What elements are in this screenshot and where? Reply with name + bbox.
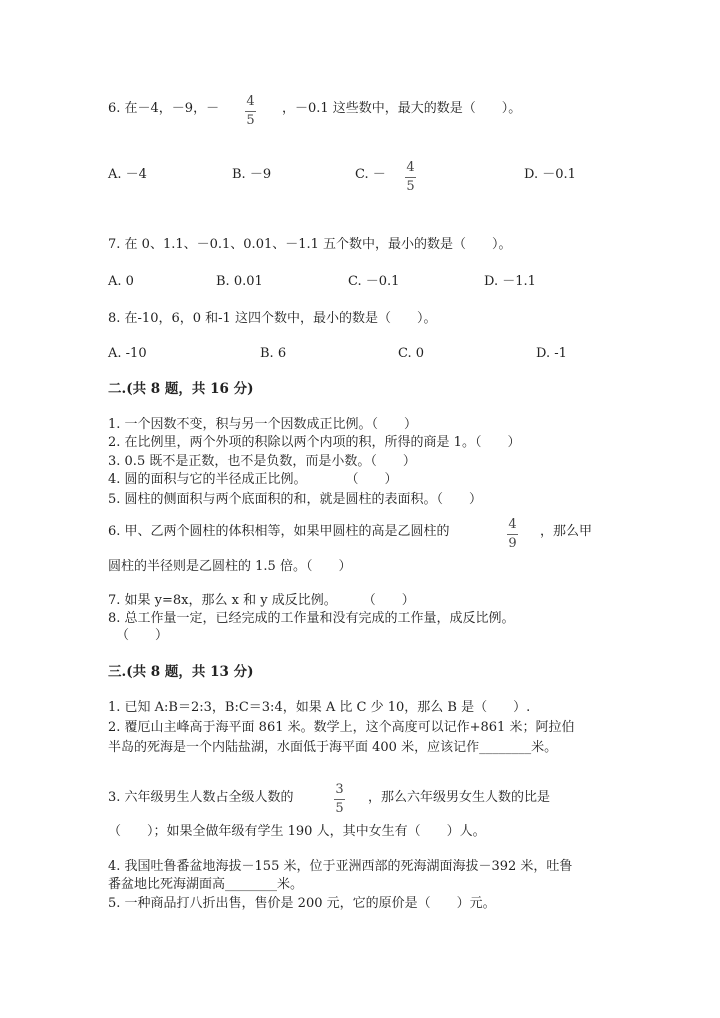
- section-3-title: 三.(共 8 题，共 13 分): [108, 664, 254, 680]
- s3-item-3-fraction: [334, 783, 345, 816]
- fraction-bar: [334, 799, 345, 800]
- q7-stem: 7. 在 0、1.1、－0.1、0.01、－1.1 五个数中，最小的数是（ ）。: [108, 237, 512, 252]
- s2-item-8-part-a: 8. 总工作量一定，已经完成的工作量和没有完成的工作量，成反比例。: [108, 611, 515, 626]
- q8-option-b[interactable]: B. 6: [260, 346, 287, 361]
- s3-item-3-part-a: 3. 六年级男生人数占全级人数的: [108, 790, 294, 805]
- fraction-denominator: 9: [508, 536, 517, 551]
- s2-item-8-part-b: （ ）: [116, 628, 169, 643]
- q7-option-d[interactable]: D. －1.1: [484, 274, 536, 289]
- s3-item-4-part-a: 4. 我国吐鲁番盆地海拔－155 米，位于亚洲西部的死海湖面海拔－392 米，吐鲁: [108, 859, 573, 874]
- q6-option-c[interactable]: C. －: [355, 167, 386, 182]
- q6-option-a[interactable]: A. －4: [108, 167, 147, 182]
- q6-option-b[interactable]: B. －9: [232, 167, 272, 182]
- s2-item-4: 4. 圆的面积与它的半径成正比例。 （ ）: [108, 472, 398, 487]
- s3-item-3-part-b: ，那么六年级男女生人数的比是: [368, 790, 551, 805]
- q6-stem-b: ，－0.1 这些数中，最大的数是（ ）。: [282, 101, 522, 116]
- q7-option-a[interactable]: A. 0: [108, 274, 134, 289]
- fraction-denominator: 5: [246, 113, 255, 128]
- fraction-numerator: 4: [508, 517, 517, 532]
- q8-option-d[interactable]: D. -1: [536, 346, 567, 361]
- s2-item-6-fraction: [507, 518, 518, 551]
- q6-fraction: [245, 95, 256, 128]
- s2-item-6-part-c: 圆柱的半径则是乙圆柱的 1.5 倍。（ ）: [108, 559, 352, 574]
- s2-item-6-part-b: ，那么甲: [540, 524, 593, 539]
- q6-stem-a: 6. 在－4，－9，－: [108, 101, 220, 116]
- fraction-numerator: 4: [246, 94, 255, 109]
- s2-item-6-part-a: 6. 甲、乙两个圆柱的体积相等，如果甲圆柱的高是乙圆柱的: [108, 524, 450, 539]
- s2-item-5: 5. 圆柱的侧面积与两个底面积的和，就是圆柱的表面积。（ ）: [108, 492, 483, 507]
- q6-option-d[interactable]: D. －0.1: [524, 167, 576, 182]
- fraction-bar: [405, 177, 416, 178]
- s3-item-3-part-c: （ ）；如果全做年级有学生 190 人，其中女生有（ ）人。: [108, 824, 486, 839]
- s2-item-3: 3. 0.5 既不是正数，也不是负数，而是小数。（ ）: [108, 454, 416, 469]
- s2-item-1: 1. 一个因数不变，积与另一个因数成正比例。（ ）: [108, 417, 418, 432]
- fraction-numerator: 4: [406, 160, 415, 175]
- q8-option-c[interactable]: C. 0: [398, 346, 425, 361]
- s3-item-5: 5. 一种商品打八折出售，售价是 200 元，它的原价是（ ）元。: [108, 896, 496, 911]
- q7-option-c[interactable]: C. －0.1: [348, 274, 400, 289]
- fraction-denominator: 5: [406, 179, 415, 194]
- s3-item-2-part-a: 2. 覆厄山主峰高于海平面 861 米。数学上，这个高度可以记作+861 米；阿拉伯: [108, 720, 575, 735]
- q6-option-c-fraction: [405, 161, 416, 194]
- s3-item-1: 1. 已知 A:B＝2:3，B:C＝3:4，如果 A 比 C 少 10，那么 B 是（ ）.: [108, 700, 531, 715]
- s2-item-7: 7. 如果 y=8x，那么 x 和 y 成反比例。 （ ）: [108, 593, 415, 608]
- section-2-title: 二.(共 8 题，共 16 分): [108, 381, 254, 397]
- s3-item-4-part-b: 番盆地比死海湖面高________米。: [108, 877, 304, 892]
- s3-item-2-part-b: 半岛的死海是一个内陆盐湖，水面低于海平面 400 米，应该记作________米。: [108, 740, 558, 755]
- s2-item-2: 2. 在比例里，两个外项的积除以两个内项的积，所得的商是 1。（ ）: [108, 435, 521, 450]
- q8-option-a[interactable]: A. -10: [108, 346, 147, 361]
- fraction-bar: [245, 111, 256, 112]
- fraction-numerator: 3: [335, 782, 344, 797]
- fraction-denominator: 5: [335, 801, 344, 816]
- q7-option-b[interactable]: B. 0.01: [216, 274, 263, 289]
- fraction-bar: [507, 534, 518, 535]
- q8-stem: 8. 在-10，6，0 和-1 这四个数中，最小的数是（ ）。: [108, 311, 437, 326]
